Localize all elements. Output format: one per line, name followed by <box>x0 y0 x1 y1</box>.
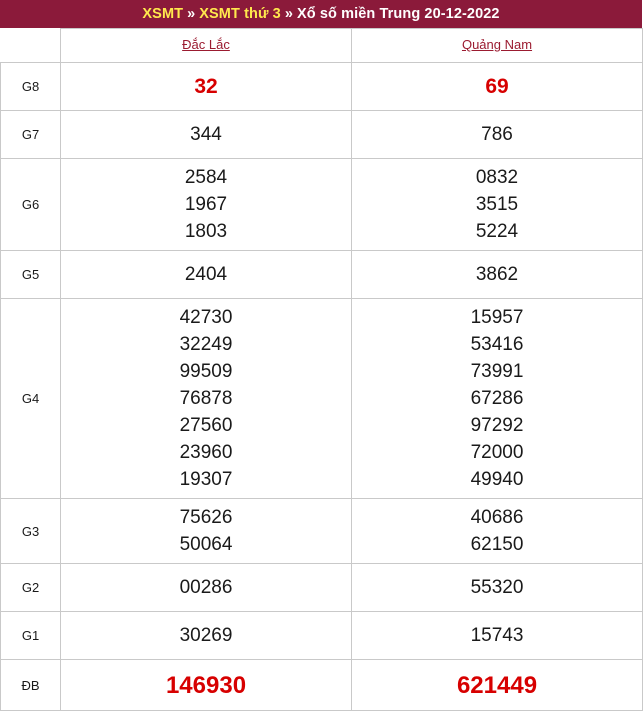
prize-number: 2404 <box>184 264 228 285</box>
prize-numbers-cell <box>352 499 643 564</box>
results-table-body <box>1 63 643 711</box>
prize-label: G1 <box>1 612 61 660</box>
table-row <box>1 499 643 564</box>
prize-number: 00286 <box>179 577 233 598</box>
header-separator-1: » <box>187 6 196 22</box>
header-part-3: Xổ số miền Trung 20-12-2022 <box>297 6 500 22</box>
prize-numbers-cell <box>352 660 643 711</box>
prize-number: 73991 <box>470 361 524 382</box>
prize-number: 62150 <box>470 534 524 555</box>
header-separator-2: » <box>284 6 294 22</box>
prize-number: 97292 <box>470 415 524 436</box>
prize-number: 2584 <box>184 167 228 188</box>
prize-label: ĐB <box>1 660 61 711</box>
province-link-1[interactable]: Quảng Nam <box>461 37 533 52</box>
header-part-2: XSMT thứ 3 <box>199 6 281 22</box>
province-header-1 <box>352 29 643 63</box>
prize-number: 1967 <box>184 194 228 215</box>
prize-number: 49940 <box>470 469 524 490</box>
table-row <box>1 612 643 660</box>
prize-numbers-cell <box>61 564 352 612</box>
prize-numbers-cell <box>352 159 643 251</box>
table-row <box>1 660 643 711</box>
table-row <box>1 159 643 251</box>
prize-number: 27560 <box>179 415 233 436</box>
prize-numbers-cell <box>61 299 352 499</box>
prize-number: 3862 <box>475 264 519 285</box>
prize-number: 69 <box>485 75 509 98</box>
table-row <box>1 111 643 159</box>
prize-number: 32 <box>194 75 218 98</box>
prize-numbers-cell <box>352 299 643 499</box>
table-row <box>1 63 643 111</box>
prize-number: 50064 <box>179 534 233 555</box>
prize-number: 23960 <box>179 442 233 463</box>
prize-numbers-cell <box>61 251 352 299</box>
prize-label: G6 <box>1 159 61 251</box>
prize-number: 40686 <box>470 507 524 528</box>
results-table <box>0 28 643 711</box>
prize-number: 67286 <box>470 388 524 409</box>
table-row <box>1 564 643 612</box>
prize-label: G3 <box>1 499 61 564</box>
prize-numbers-cell <box>61 111 352 159</box>
prize-numbers-cell <box>352 63 643 111</box>
prize-number: 621449 <box>456 671 538 699</box>
prize-numbers-cell <box>61 63 352 111</box>
prize-number: 344 <box>190 124 222 145</box>
province-link-0[interactable]: Đắc Lắc <box>182 37 230 52</box>
prize-number: 1803 <box>184 221 228 242</box>
prize-number: 19307 <box>179 469 233 490</box>
prize-number: 146930 <box>165 671 247 699</box>
prize-number: 76878 <box>179 388 233 409</box>
prize-numbers-cell <box>352 612 643 660</box>
prize-number: 42730 <box>179 307 233 328</box>
prize-number: 99509 <box>179 361 233 382</box>
prize-number: 15957 <box>470 307 524 328</box>
prize-number: 5224 <box>475 221 519 242</box>
prize-number: 53416 <box>470 334 524 355</box>
table-header-row <box>1 29 643 63</box>
table-row <box>1 299 643 499</box>
prize-label: G4 <box>1 299 61 499</box>
prize-number: 30269 <box>179 625 233 646</box>
prize-numbers-cell <box>61 159 352 251</box>
prize-number: 55320 <box>470 577 524 598</box>
prize-label: G5 <box>1 251 61 299</box>
prize-label: G2 <box>1 564 61 612</box>
table-row <box>1 251 643 299</box>
prize-number: 32249 <box>179 334 233 355</box>
table-corner-cell <box>1 29 61 63</box>
prize-numbers-cell <box>352 111 643 159</box>
prize-label: G8 <box>1 63 61 111</box>
page-header <box>0 0 642 28</box>
prize-numbers-cell <box>352 564 643 612</box>
prize-number: 3515 <box>475 194 519 215</box>
prize-number: 0832 <box>475 167 519 188</box>
prize-number: 72000 <box>470 442 524 463</box>
prize-numbers-cell <box>61 499 352 564</box>
prize-numbers-cell <box>61 660 352 711</box>
province-header-0 <box>61 29 352 63</box>
prize-number: 15743 <box>470 625 524 646</box>
header-part-1: XSMT <box>142 6 184 22</box>
prize-number: 75626 <box>179 507 233 528</box>
prize-label: G7 <box>1 111 61 159</box>
prize-numbers-cell <box>61 612 352 660</box>
prize-number: 786 <box>481 124 513 145</box>
prize-numbers-cell <box>352 251 643 299</box>
